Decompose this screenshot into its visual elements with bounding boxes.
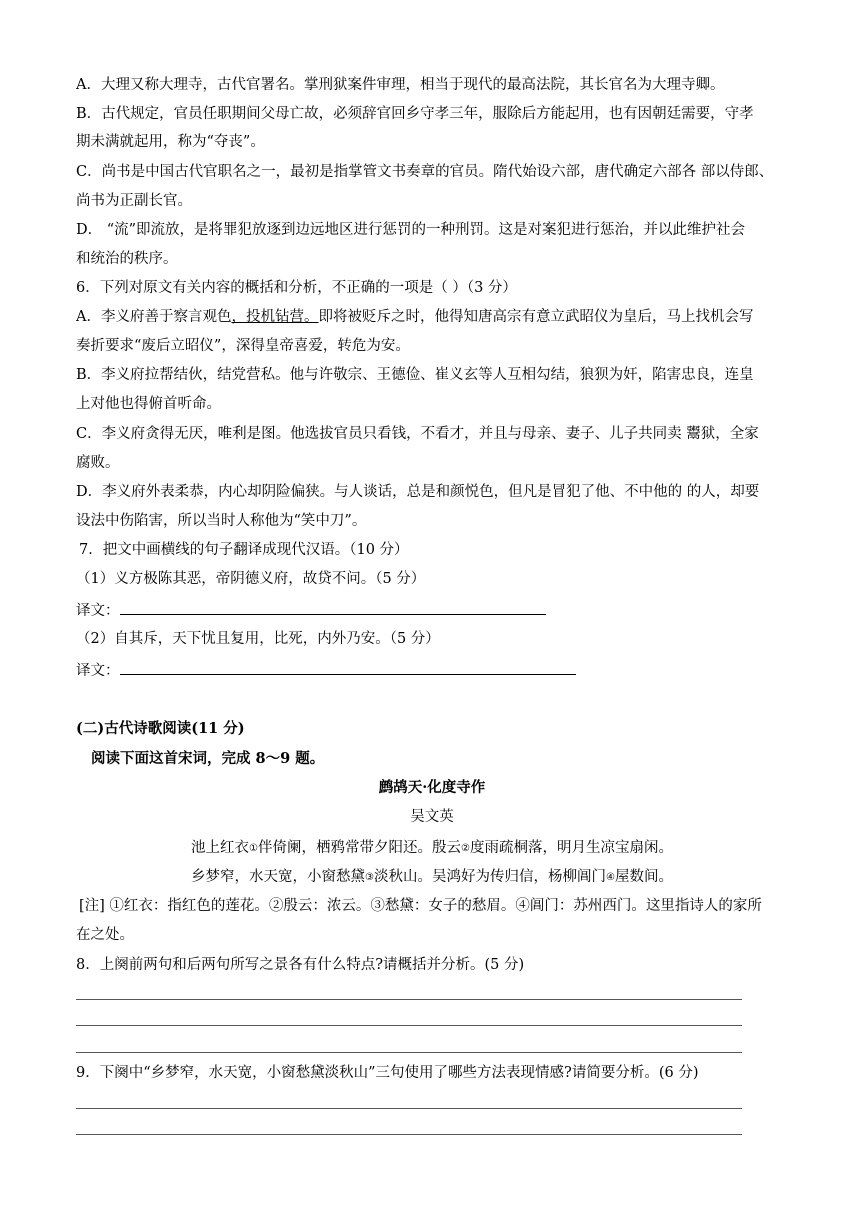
- q5-option-b-line1: B．古代规定，官员任职期间父母亡故，必须辞官回乡守孝三年，服除后方能起用，也有因朝廷需要，守孝: [76, 106, 754, 122]
- poem-title: 鹧鸪天·化度寺作: [378, 779, 486, 796]
- poem-line-1-part-b: 伴倚阑，栖鸦常带夕阳还。殷云: [258, 840, 461, 856]
- q6-option-a-text: A．李义府善于察言观色: [76, 309, 232, 325]
- q6-option-b-line2: 上对他也得俯首听命。: [76, 396, 221, 412]
- q5-option-c-line1: C．尚书是中国古代官职名之一，最初是指掌管文书奏章的官员。隋代始设六部，唐代确定六部各 部以侍郎、: [76, 164, 774, 180]
- q8-answer-line-3[interactable]: [76, 1052, 742, 1053]
- q8-stem: 8．上阕前两句和后两句所写之景各有什么特点?请概括并分析。(5 分): [76, 957, 525, 973]
- q7-answer-2: [76, 660, 788, 681]
- q6-stem: 6．下列对原文有关内容的概括和分析，不正确的一项是（ ）（3 分）: [76, 280, 517, 296]
- q5-option-d-line1: D． “流”即流放，是将罪犯放逐到边远地区进行惩罚的一种刑罚。这是对案犯进行惩治，并以此维护社会: [76, 222, 746, 238]
- notes-line-1: [注] ①红衣：指红色的莲花。②殷云：浓云。③愁黛：女子的愁眉。④阊门：苏州西门。这里指诗人的家所: [79, 898, 762, 914]
- q5-option-c-line2: 尚书为正副长官。: [76, 193, 192, 209]
- q9-answer-line-1[interactable]: [76, 1108, 742, 1109]
- q7-stem: 7．把文中画横线的句子翻译成现代汉语。（10 分）: [79, 542, 409, 558]
- note-marker-1: ①: [249, 843, 258, 854]
- q6-option-a-text-rest: 即将被贬斥之时，他得知唐高宗有意立武昭仪为皇后，马上找机会写: [318, 309, 754, 325]
- q6-option-d-line2: 设法中伤陷害，所以当时人称他为“笑中刀”。: [76, 513, 367, 529]
- notes-line-2: 在之处。: [76, 927, 134, 943]
- q6-option-d-line1: D．李义府外表柔恭，内心却阴险偏狭。与人谈话，总是和颜悦色，但凡是冒犯了他、不中他的 的人，却要: [76, 484, 760, 500]
- answer-blank-1[interactable]: [120, 600, 546, 615]
- q6-option-c-line2: 腐败。: [76, 455, 120, 471]
- poem-line-2: [76, 867, 788, 888]
- q9-answer-line-2[interactable]: [76, 1134, 742, 1135]
- q7-answer-1: [76, 600, 788, 621]
- answer-label-1: 译文：: [76, 603, 120, 619]
- q7-sentence-1: （1）义方极陈其恶，帝阴德义府，故贷不问。（5 分）: [76, 571, 426, 587]
- section-instruction: 阅读下面这首宋词，完成 8～9 题。: [91, 750, 325, 767]
- q6-option-a-line1: [76, 307, 788, 327]
- q6-option-b-line1: B．李义府拉帮结伙，结党营私。他与许敬宗、王德俭、崔义玄等人互相勾结，狼狈为奸，陷害忠良，连皇: [76, 367, 754, 383]
- poem-author: 吴文英: [410, 809, 454, 825]
- note-marker-3: ③: [365, 872, 374, 883]
- poem-line-1-part-c: 度雨疏桐落，明月生凉宝扇闲。: [469, 840, 673, 856]
- q6-option-c-line1: C．李义府贪得无厌，唯利是图。他选拔官员只看钱，不看才，并且与母亲、妻子、儿子共同卖 鬻狱，全家: [76, 426, 759, 442]
- q9-stem: 9．下阕中“乡梦窄，水天宽，小窗愁黛淡秋山”三句使用了哪些方法表现情感?请简要分析。(6 分): [76, 1065, 699, 1081]
- answer-blank-2[interactable]: [120, 660, 576, 675]
- q5-option-d-line2: 和统治的秩序。: [76, 251, 178, 267]
- poem-line-1: [76, 838, 788, 859]
- poem-line-2-part-b: 淡秋山。吴鸿好为传归信，杨柳阊门: [374, 869, 606, 885]
- q8-answer-line-1[interactable]: [76, 999, 742, 1000]
- answer-label-2: 译文：: [76, 663, 120, 679]
- q8-answer-line-2[interactable]: [76, 1025, 742, 1026]
- q5-option-b-line2: 期未满就起用，称为“夺丧”。: [76, 134, 265, 150]
- note-marker-4: ④: [606, 872, 615, 883]
- q6-option-a-line2: 奏折要求“废后立昭仪”，深得皇帝喜爱，转危为安。: [76, 338, 410, 354]
- poem-line-2-part-c: 屋数间。: [614, 869, 673, 885]
- q5-option-a: A．大理又称大理寺，古代官署名。掌刑狱案件审理，相当于现代的最高法院，其长官名为大理寺卿。: [76, 77, 725, 93]
- note-marker-2: ②: [461, 843, 470, 854]
- q7-sentence-2: （2）自其斥，天下忧且复用，比死，内外乃安。（5 分）: [76, 631, 440, 647]
- q6-option-a-underlined: ，投机钻营。: [231, 309, 319, 325]
- poem-line-1-part-a: 池上红衣: [191, 840, 250, 856]
- poem-line-2-part-a: 乡梦窄，水天宽，小窗愁黛: [191, 869, 366, 885]
- section-heading: (二)古代诗歌阅读(11 分): [76, 720, 245, 737]
